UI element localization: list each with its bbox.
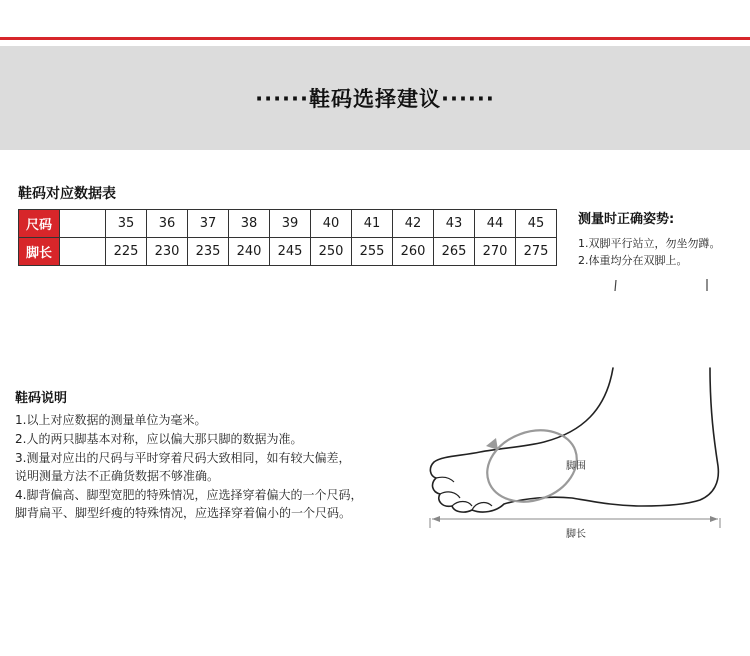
length-label: 脚长 <box>566 529 586 540</box>
note-line: 脚背扁平、脚型纤瘦的特殊情况，应选择穿着偏小的一个尺码。 <box>15 506 352 520</box>
size-cell: 41 <box>352 210 393 238</box>
girth-label: 脚围 <box>566 461 586 472</box>
girth-arrow-head <box>486 438 498 450</box>
length-cell: 255 <box>352 238 393 266</box>
size-cell: 39 <box>270 210 311 238</box>
row-label-foot-length: 脚长 <box>19 238 60 266</box>
note-line: 1.以上对应数据的测量单位为毫米。 <box>15 413 207 427</box>
posture-line: 2.体重均分在双脚上。 <box>578 254 688 267</box>
banner-title: ······鞋码选择建议······ <box>255 87 495 111</box>
note-line: 3.测量对应出的尺码与平时穿着尺码大致相同，如有较大偏差， <box>15 451 351 465</box>
table-spacer-cell <box>60 238 106 266</box>
note-line: 2.人的两只脚基本对称，应以偏大那只脚的数据为准。 <box>15 432 303 446</box>
size-cell: 43 <box>434 210 475 238</box>
length-cell: 240 <box>229 238 270 266</box>
toe-crease <box>472 503 492 510</box>
length-arrow-right <box>710 516 718 522</box>
top-red-rule <box>0 37 750 40</box>
toe-crease <box>452 502 472 507</box>
size-table <box>18 209 557 266</box>
toe-crease <box>436 477 454 482</box>
note-line: 说明测量方法不正确货数据不够准确。 <box>15 469 220 483</box>
size-cell: 37 <box>188 210 229 238</box>
row-label-size: 尺码 <box>19 210 60 238</box>
size-cell: 38 <box>229 210 270 238</box>
posture-line: 1.双脚平行站立，勿坐勿蹲。 <box>578 237 721 250</box>
size-cell: 35 <box>106 210 147 238</box>
size-cell: 36 <box>147 210 188 238</box>
length-cell: 265 <box>434 238 475 266</box>
notes-title: 鞋码说明 <box>15 391 68 406</box>
posture-title: 测量时正确姿势: <box>578 212 675 227</box>
length-cell: 230 <box>147 238 188 266</box>
foot-outline <box>430 368 718 512</box>
length-cell: 275 <box>516 238 557 266</box>
leg-tick-left <box>615 280 616 291</box>
length-cell: 260 <box>393 238 434 266</box>
size-cell: 40 <box>311 210 352 238</box>
size-cell: 42 <box>393 210 434 238</box>
size-table-heading: 鞋码对应数据表 <box>18 186 116 202</box>
length-cell: 225 <box>106 238 147 266</box>
foot-diagram-illustration <box>420 270 750 560</box>
table-spacer-cell <box>60 210 106 238</box>
table-row-size <box>19 210 557 238</box>
note-line: 4.脚背偏高、脚型宽肥的特殊情况，应选择穿着偏大的一个尺码， <box>15 488 363 502</box>
toe-crease <box>440 492 460 498</box>
length-cell: 245 <box>270 238 311 266</box>
length-cell: 270 <box>475 238 516 266</box>
length-cell: 235 <box>188 238 229 266</box>
header-banner <box>0 46 750 150</box>
table-row-foot-length <box>19 238 557 266</box>
length-arrow-left <box>432 516 440 522</box>
size-cell: 44 <box>475 210 516 238</box>
length-cell: 250 <box>311 238 352 266</box>
size-cell: 45 <box>516 210 557 238</box>
